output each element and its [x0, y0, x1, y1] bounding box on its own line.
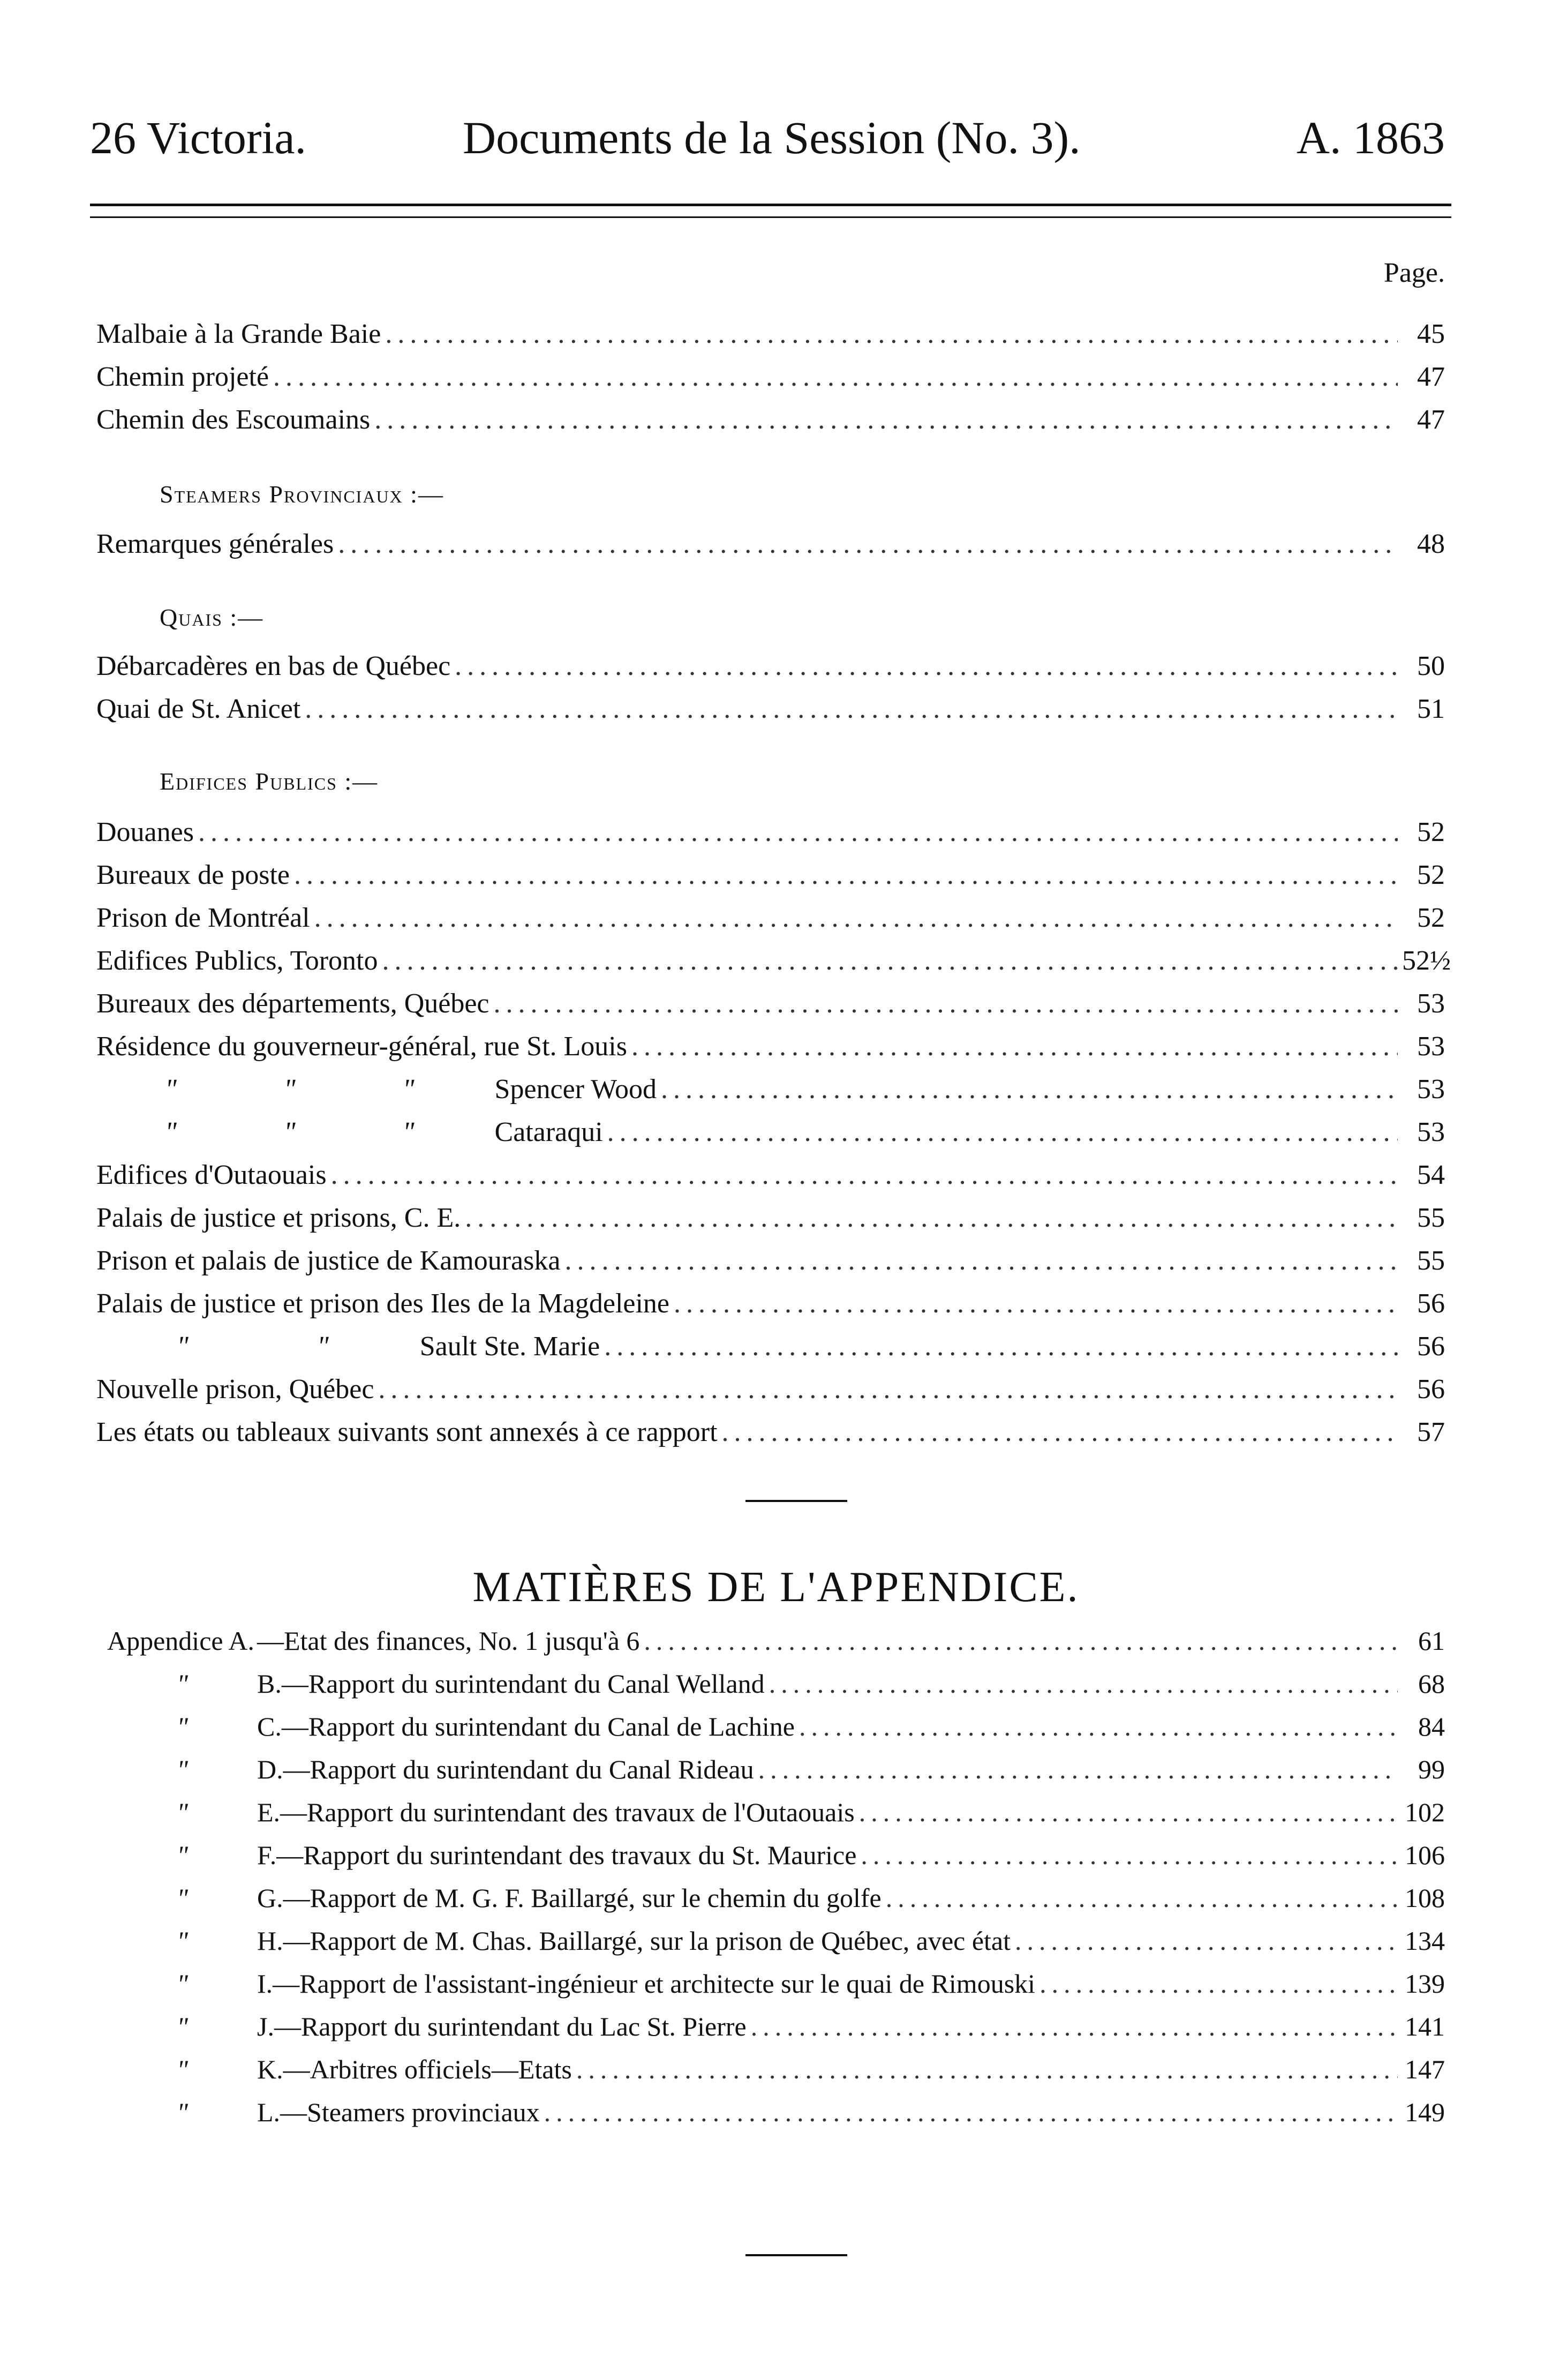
header-title: Documents de la Session (No. 3).	[463, 112, 1081, 163]
appendix-entry-text: —Etat des finances, No. 1 jusqu'à 6	[257, 1626, 640, 1656]
toc-entry-text: Chemin projeté	[96, 362, 269, 392]
toc-entry-page: 57	[1417, 1417, 1445, 1447]
toc-entry-ditto	[96, 1076, 1445, 1103]
appendix-entry	[107, 1842, 1445, 1868]
dot-leader	[331, 1161, 1398, 1189]
appendix-entry	[107, 2056, 1445, 2083]
toc-entry-text: Edifices Publics, Toronto	[96, 945, 378, 976]
dot-leader	[544, 2099, 1398, 2126]
appendix-entry-page: 147	[1405, 2054, 1445, 2084]
dot-leader	[751, 2013, 1398, 2040]
dot-leader	[1015, 1927, 1398, 1954]
toc-entry-text: Spencer Wood	[494, 1074, 657, 1105]
toc-entry-page: 52	[1417, 860, 1445, 890]
dot-leader	[564, 1247, 1398, 1275]
toc-entry	[96, 1376, 1445, 1403]
toc-entry-text: Bureaux des départements, Québec	[96, 988, 489, 1019]
end-divider	[745, 2254, 847, 2256]
appendix-entry	[107, 1756, 1445, 1783]
appendix-entry-page: 68	[1418, 1669, 1445, 1699]
ditto-mark: "	[177, 1797, 188, 1827]
toc-entry-page: 50	[1417, 651, 1445, 681]
ditto-mark: "	[177, 1883, 188, 1913]
toc-entry-text: Les états ou tableaux suivants sont annexés à ce rapport	[96, 1417, 718, 1447]
header-session-year: 26 Victoria.	[90, 112, 307, 163]
toc-entry-text: Sault Ste. Marie	[419, 1331, 600, 1362]
ditto-mark: "	[317, 1331, 329, 1362]
toc-entry	[96, 1161, 1445, 1189]
toc-entry-text: Résidence du gouverneur-général, rue St. Louis	[96, 1031, 627, 1062]
appendix-entry-page: 141	[1405, 2011, 1445, 2041]
appendix-entry-page: 134	[1405, 1926, 1445, 1956]
appendix-entry-text: J.—Rapport du surintendant du Lac St. Pierre	[257, 2011, 747, 2041]
ditto-mark: "	[177, 2011, 188, 2041]
toc-entry	[96, 1247, 1445, 1275]
dot-leader	[314, 904, 1398, 932]
appendix-entry	[107, 1927, 1445, 1954]
ditto-mark: "	[177, 1840, 188, 1870]
toc-entry-page: 51	[1417, 694, 1445, 724]
toc-entry-page: 56	[1417, 1374, 1445, 1405]
toc-entry-page: 55	[1417, 1203, 1445, 1233]
toc-entry-page: 47	[1417, 404, 1445, 435]
ditto-mark: "	[177, 1969, 188, 1999]
dot-leader	[1039, 1970, 1398, 1997]
appendix-entry-page: 102	[1405, 1797, 1445, 1827]
toc-entry-page: 53	[1417, 988, 1445, 1019]
toc-entry	[96, 861, 1445, 889]
toc-entry-text: Remarques générales	[96, 529, 334, 559]
toc-entry	[96, 530, 1445, 558]
toc-entry-page: 55	[1417, 1245, 1445, 1276]
toc-entry-text: Malbaie à la Grande Baie	[96, 319, 381, 349]
section-heading-quais: Quais :—	[160, 604, 264, 631]
page-column-label: Page.	[1383, 258, 1445, 288]
dot-leader	[607, 1118, 1398, 1146]
dot-leader	[385, 320, 1398, 348]
toc-entry-text: Edifices d'Outaouais	[96, 1160, 327, 1190]
appendix-entry-page: 139	[1405, 1969, 1445, 1999]
toc-entry	[96, 904, 1445, 932]
toc-entry	[96, 990, 1445, 1018]
toc-entry-text: Quai de St. Anicet	[96, 694, 301, 724]
appendix-entry	[107, 1627, 1445, 1654]
appendix-entry-page: 99	[1418, 1754, 1445, 1784]
toc-entry	[96, 320, 1445, 348]
toc-entry-page: 56	[1417, 1288, 1445, 1319]
appendix-entry-text: H.—Rapport de M. Chas. Baillargé, sur la prison de Québec, avec état	[257, 1926, 1011, 1956]
appendix-entry-page: 108	[1405, 1883, 1445, 1913]
appendix-entry-prefix: Appendice A.	[107, 1626, 254, 1656]
toc-entry-page: 52½	[1402, 945, 1451, 976]
toc-entry-page: 52	[1417, 903, 1445, 933]
appendix-entry-text: D.—Rapport du surintendant du Canal Rideau	[257, 1754, 754, 1784]
toc-entry-page: 54	[1417, 1160, 1445, 1190]
dot-leader	[465, 1204, 1398, 1232]
toc-entry	[96, 1290, 1445, 1318]
toc-entry-text: Cataraqui	[494, 1117, 603, 1147]
dot-leader	[493, 990, 1398, 1018]
dot-leader	[661, 1076, 1398, 1103]
header-rule-thick	[90, 204, 1451, 206]
dot-leader	[455, 652, 1398, 680]
dot-leader	[861, 1842, 1398, 1868]
ditto-mark: "	[177, 1331, 189, 1362]
toc-entry	[96, 1204, 1445, 1232]
ditto-mark: "	[177, 1754, 188, 1784]
ditto-mark: "	[177, 1711, 188, 1741]
dot-leader	[294, 861, 1398, 889]
appendix-entry	[107, 1670, 1445, 1697]
toc-entry	[96, 1418, 1445, 1446]
dot-leader	[273, 363, 1398, 391]
dot-leader	[722, 1418, 1398, 1446]
toc-entry-text: Palais de justice et prison des Iles de la Magdeleine	[96, 1288, 670, 1319]
toc-entry-page: 45	[1417, 319, 1445, 349]
toc-entry-page: 48	[1417, 529, 1445, 559]
toc-entry-text: Débarcadères en bas de Québec	[96, 651, 451, 681]
toc-entry	[96, 1033, 1445, 1061]
dot-leader	[576, 2056, 1398, 2083]
toc-entry-page: 56	[1417, 1331, 1445, 1362]
dot-leader	[382, 947, 1398, 975]
toc-entry-text: Bureaux de poste	[96, 860, 290, 890]
section-heading-steamers: Steamers Provinciaux :—	[160, 480, 444, 508]
ditto-mark: "	[165, 1074, 177, 1105]
ditto-mark: "	[283, 1074, 296, 1105]
dot-leader	[799, 1713, 1398, 1740]
dot-leader	[758, 1756, 1398, 1783]
toc-entry-page: 53	[1417, 1074, 1445, 1105]
ditto-mark: "	[402, 1074, 415, 1105]
ditto-mark: "	[177, 2097, 188, 2127]
dot-leader	[886, 1885, 1398, 1911]
appendix-entry-text: F.—Rapport du surintendant des travaux du St. Maurice	[257, 1840, 857, 1870]
toc-entry-text: Prison et palais de justice de Kamouraska	[96, 1245, 561, 1276]
dot-leader	[374, 406, 1398, 434]
appendix-entry	[107, 2013, 1445, 2040]
toc-entry-page: 47	[1417, 362, 1445, 392]
dot-leader	[305, 695, 1398, 723]
toc-entry-text: Palais de justice et prisons, C. E.	[96, 1203, 461, 1233]
dot-leader	[859, 1799, 1398, 1826]
dot-leader	[338, 530, 1398, 558]
section-heading-edifices: Edifices Publics :—	[160, 768, 379, 795]
toc-entry	[96, 695, 1445, 723]
appendix-entry-page: 149	[1405, 2097, 1445, 2127]
toc-entry-ditto	[96, 1118, 1445, 1146]
dot-leader	[674, 1290, 1398, 1318]
appendix-entry-text: C.—Rapport du surintendant du Canal de Lachine	[257, 1711, 795, 1741]
toc-entry-text: Nouvelle prison, Québec	[96, 1374, 374, 1405]
header-year: A. 1863	[1296, 112, 1445, 163]
ditto-mark: "	[177, 1669, 188, 1699]
dot-leader	[644, 1627, 1398, 1654]
appendix-entry	[107, 1799, 1445, 1826]
appendix-entry	[107, 2099, 1445, 2126]
toc-entry-page: 52	[1417, 817, 1445, 847]
appendix-entry-text: L.—Steamers provinciaux	[257, 2097, 540, 2127]
section-divider	[745, 1500, 847, 1502]
toc-entry	[96, 945, 1451, 976]
ditto-mark: "	[177, 2054, 188, 2084]
toc-entry	[96, 819, 1445, 846]
toc-entry-ditto	[96, 1333, 1445, 1361]
appendix-entry-text: B.—Rapport du surintendant du Canal Welland	[257, 1669, 765, 1699]
dot-leader	[631, 1033, 1398, 1061]
appendix-entry-page: 61	[1418, 1626, 1445, 1656]
toc-entry	[96, 406, 1445, 434]
dot-leader	[378, 1376, 1398, 1403]
appendix-entry	[107, 1885, 1445, 1911]
ditto-mark: "	[402, 1117, 415, 1147]
toc-entry-page: 53	[1417, 1117, 1445, 1147]
appendix-entry-page: 84	[1418, 1711, 1445, 1741]
toc-entry-text: Douanes	[96, 817, 194, 847]
appendix-entry-text: E.—Rapport du surintendant des travaux de l'Outaouais	[257, 1797, 855, 1827]
toc-entry	[96, 363, 1445, 391]
ditto-mark: "	[177, 1926, 188, 1956]
toc-entry-text: Chemin des Escoumains	[96, 404, 371, 435]
appendix-entry	[107, 1713, 1445, 1740]
toc-entry-page: 53	[1417, 1031, 1445, 1062]
appendix-entry-text: K.—Arbitres officiels—Etats	[257, 2054, 572, 2084]
appendix-entry	[107, 1970, 1445, 1997]
header-rule-thin	[90, 216, 1451, 218]
appendix-entry-text: G.—Rapport de M. G. F. Baillargé, sur le chemin du golfe	[257, 1883, 882, 1913]
appendix-entry-page: 106	[1405, 1840, 1445, 1870]
ditto-mark: "	[283, 1117, 296, 1147]
dot-leader	[604, 1333, 1398, 1361]
dot-leader	[769, 1670, 1398, 1697]
dot-leader	[198, 819, 1398, 846]
appendix-entry-text: I.—Rapport de l'assistant-ingénieur et architecte sur le quai de Rimouski	[257, 1969, 1036, 1999]
toc-entry-text: Prison de Montréal	[96, 903, 310, 933]
toc-entry	[96, 652, 1445, 680]
appendix-title: MATIÈRES DE L'APPENDICE.	[472, 1564, 1080, 1611]
ditto-mark: "	[165, 1117, 177, 1147]
